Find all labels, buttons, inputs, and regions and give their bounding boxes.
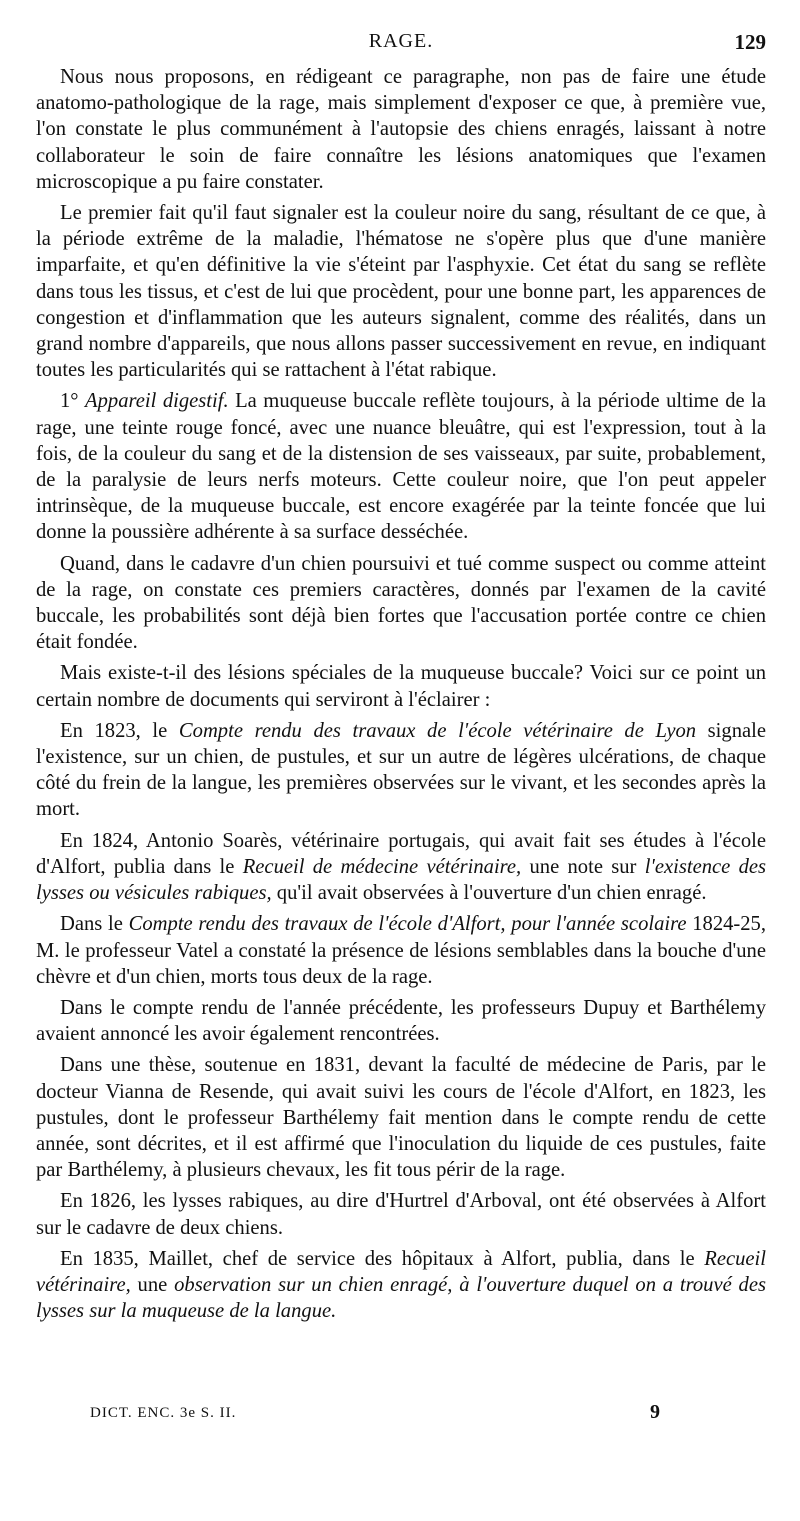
text-run: signale l'existence, sur un chien, de pustules, et sur un autre de légères ulcérations, de chaque côté du frein de la langue, les premières observées sur le vivant, et les secondes après la mort. (36, 719, 767, 821)
italic-text: Compte rendu des travaux de l'école d'Alfort, pour l'année scolaire (128, 913, 687, 936)
text-body (36, 64, 766, 1329)
page-header (36, 30, 766, 60)
text-run: Mais existe-t-il des lésions spéciales de la muqueuse buccale? Voici sur ce point un certain nombre de documents qui serviront à l'éclairer : (36, 662, 766, 711)
text-run: Nous nous proposons, en rédigeant ce paragraphe, non pas de faire une étude anatomo-pathologique de la rage, mais simplement d'exposer ce que, à première vue, l'on constate le plus communément à l'autopsie des chiens enragés, laissant à notre collaborateur le soin de faire connaître les lésions anatomiques que l'examen microscopique a pu faire constater. (36, 66, 766, 193)
italic-text: Recueil vétérinaire, (36, 1247, 766, 1296)
paragraph (36, 551, 766, 656)
italic-text: observation sur un chien enragé, à l'ouverture duquel on a trouvé des lysses sur la muqueuse de la langue. (36, 1273, 767, 1323)
text-run: Quand, dans le cadavre d'un chien poursuivi et tué comme suspect ou comme atteint de la rage, on constate ces premiers caractères, donnés par l'examen de la cavité buccale, les probabilités sont déjà bien fortes que l'accusation portée contre ce chien était fondée. (36, 552, 766, 654)
paragraph (36, 1246, 766, 1325)
paragraph (36, 1188, 766, 1240)
text-run: qu'il avait observées à l'ouverture d'un chien enragé. (271, 882, 707, 905)
text-run: La muqueuse buccale reflète toujours, à la période ultime de la rage, une teinte rouge foncé, avec une nuance bleuâtre, qui est l'expression, tout à la fois, de la couleur du sang et de la distension de ses vaisseaux, par suite, probablement, de la paralysie de leurs nerfs moteurs. Cette couleur noire, que l'on peut appeler intrinsèque, de la muqueuse buccale, est encore exagérée par la teinte foncée que lui donne la poussière adhérente à sa surface desséchée. (36, 390, 766, 544)
paragraph (36, 388, 766, 545)
italic-text: Compte rendu des travaux de l'école vétérinaire de Lyon (178, 719, 697, 742)
text-run: 1824-25, M. le professeur Vatel a constaté la présence de lésions semblables dans la bouche d'une chèvre et d'un chien, morts tous deux de la rage. (36, 913, 767, 988)
paragraph (36, 995, 766, 1047)
running-title: RAGE. (368, 30, 434, 52)
paragraph (36, 911, 766, 990)
text-run: 1° (60, 390, 86, 413)
text-run: Dans le compte rendu de l'année précédente, les professeurs Dupuy et Barthélemy avaient annoncé les avoir également rencontrées. (36, 996, 766, 1046)
paragraph (36, 200, 766, 383)
page-number: 129 (734, 30, 766, 54)
text-run: Dans une thèse, soutenue en 1831, devant la faculté de médecine de Paris, par le docteur Vianna de Resende, qui avait suivi les cours de l'école d'Alfort, en 1823, les pustules, dont le professeur Barthélemy fait mention dans le compte rendu de cette année, sont décrites, et il est affirmé que l'inoculation du liquide de ces pustules, faite par Barthélemy, à plusieurs chevaux, les fit tous périr de la rage. (36, 1054, 766, 1182)
signature-number: 9 (650, 1401, 660, 1423)
paragraph (36, 1052, 766, 1183)
paragraph (36, 828, 766, 907)
text-run: une note sur (521, 855, 645, 878)
text-run: une (130, 1273, 175, 1296)
paragraph (36, 718, 766, 823)
paragraph (36, 64, 766, 195)
italic-text: l'existence des lysses ou vésicules rabiques, (36, 855, 767, 905)
text-run: En 1824, Antonio Soarès, vétérinaire portugais, qui avait fait ses études à l'école d'Alfort, publia dans le (36, 829, 766, 878)
text-run: En 1823, le (60, 719, 179, 742)
printer-signature: DICT. ENC. 3e S. II. (90, 1405, 237, 1421)
text-run: En 1826, les lysses rabiques, au dire d'Hurtrel d'Arboval, ont été observées à Alfort sur le cadavre de deux chiens. (36, 1190, 766, 1239)
paragraph (36, 660, 766, 712)
italic-text: Recueil de médecine vétérinaire, (242, 855, 522, 878)
text-run: En 1835, Maillet, chef de service des hôpitaux à Alfort, publia, dans le (60, 1247, 705, 1270)
text-run: Le premier fait qu'il faut signaler est la couleur noire du sang, résultant de ce que, à la période extrême de la maladie, l'hématose ne s'opère plus que d'une manière imparfaite, et qu'en définitive la vie s'éteint par l'asphyxie. Cet état du sang se reflète dans tous les tissus, et c'est de lui que procèdent, pour une bonne part, les apparences de congestion et d'inflammation que les auteurs signalent, comme des réalités, dans un grand nombre d'appareils, que nous allons passer successivement en revue, en indiquant toutes les particularités qui se rattachent à l'état rabique. (36, 202, 766, 382)
italic-text: Appareil digestif. (85, 390, 229, 413)
page-footer (90, 1401, 690, 1429)
text-run: Dans le (60, 913, 129, 936)
